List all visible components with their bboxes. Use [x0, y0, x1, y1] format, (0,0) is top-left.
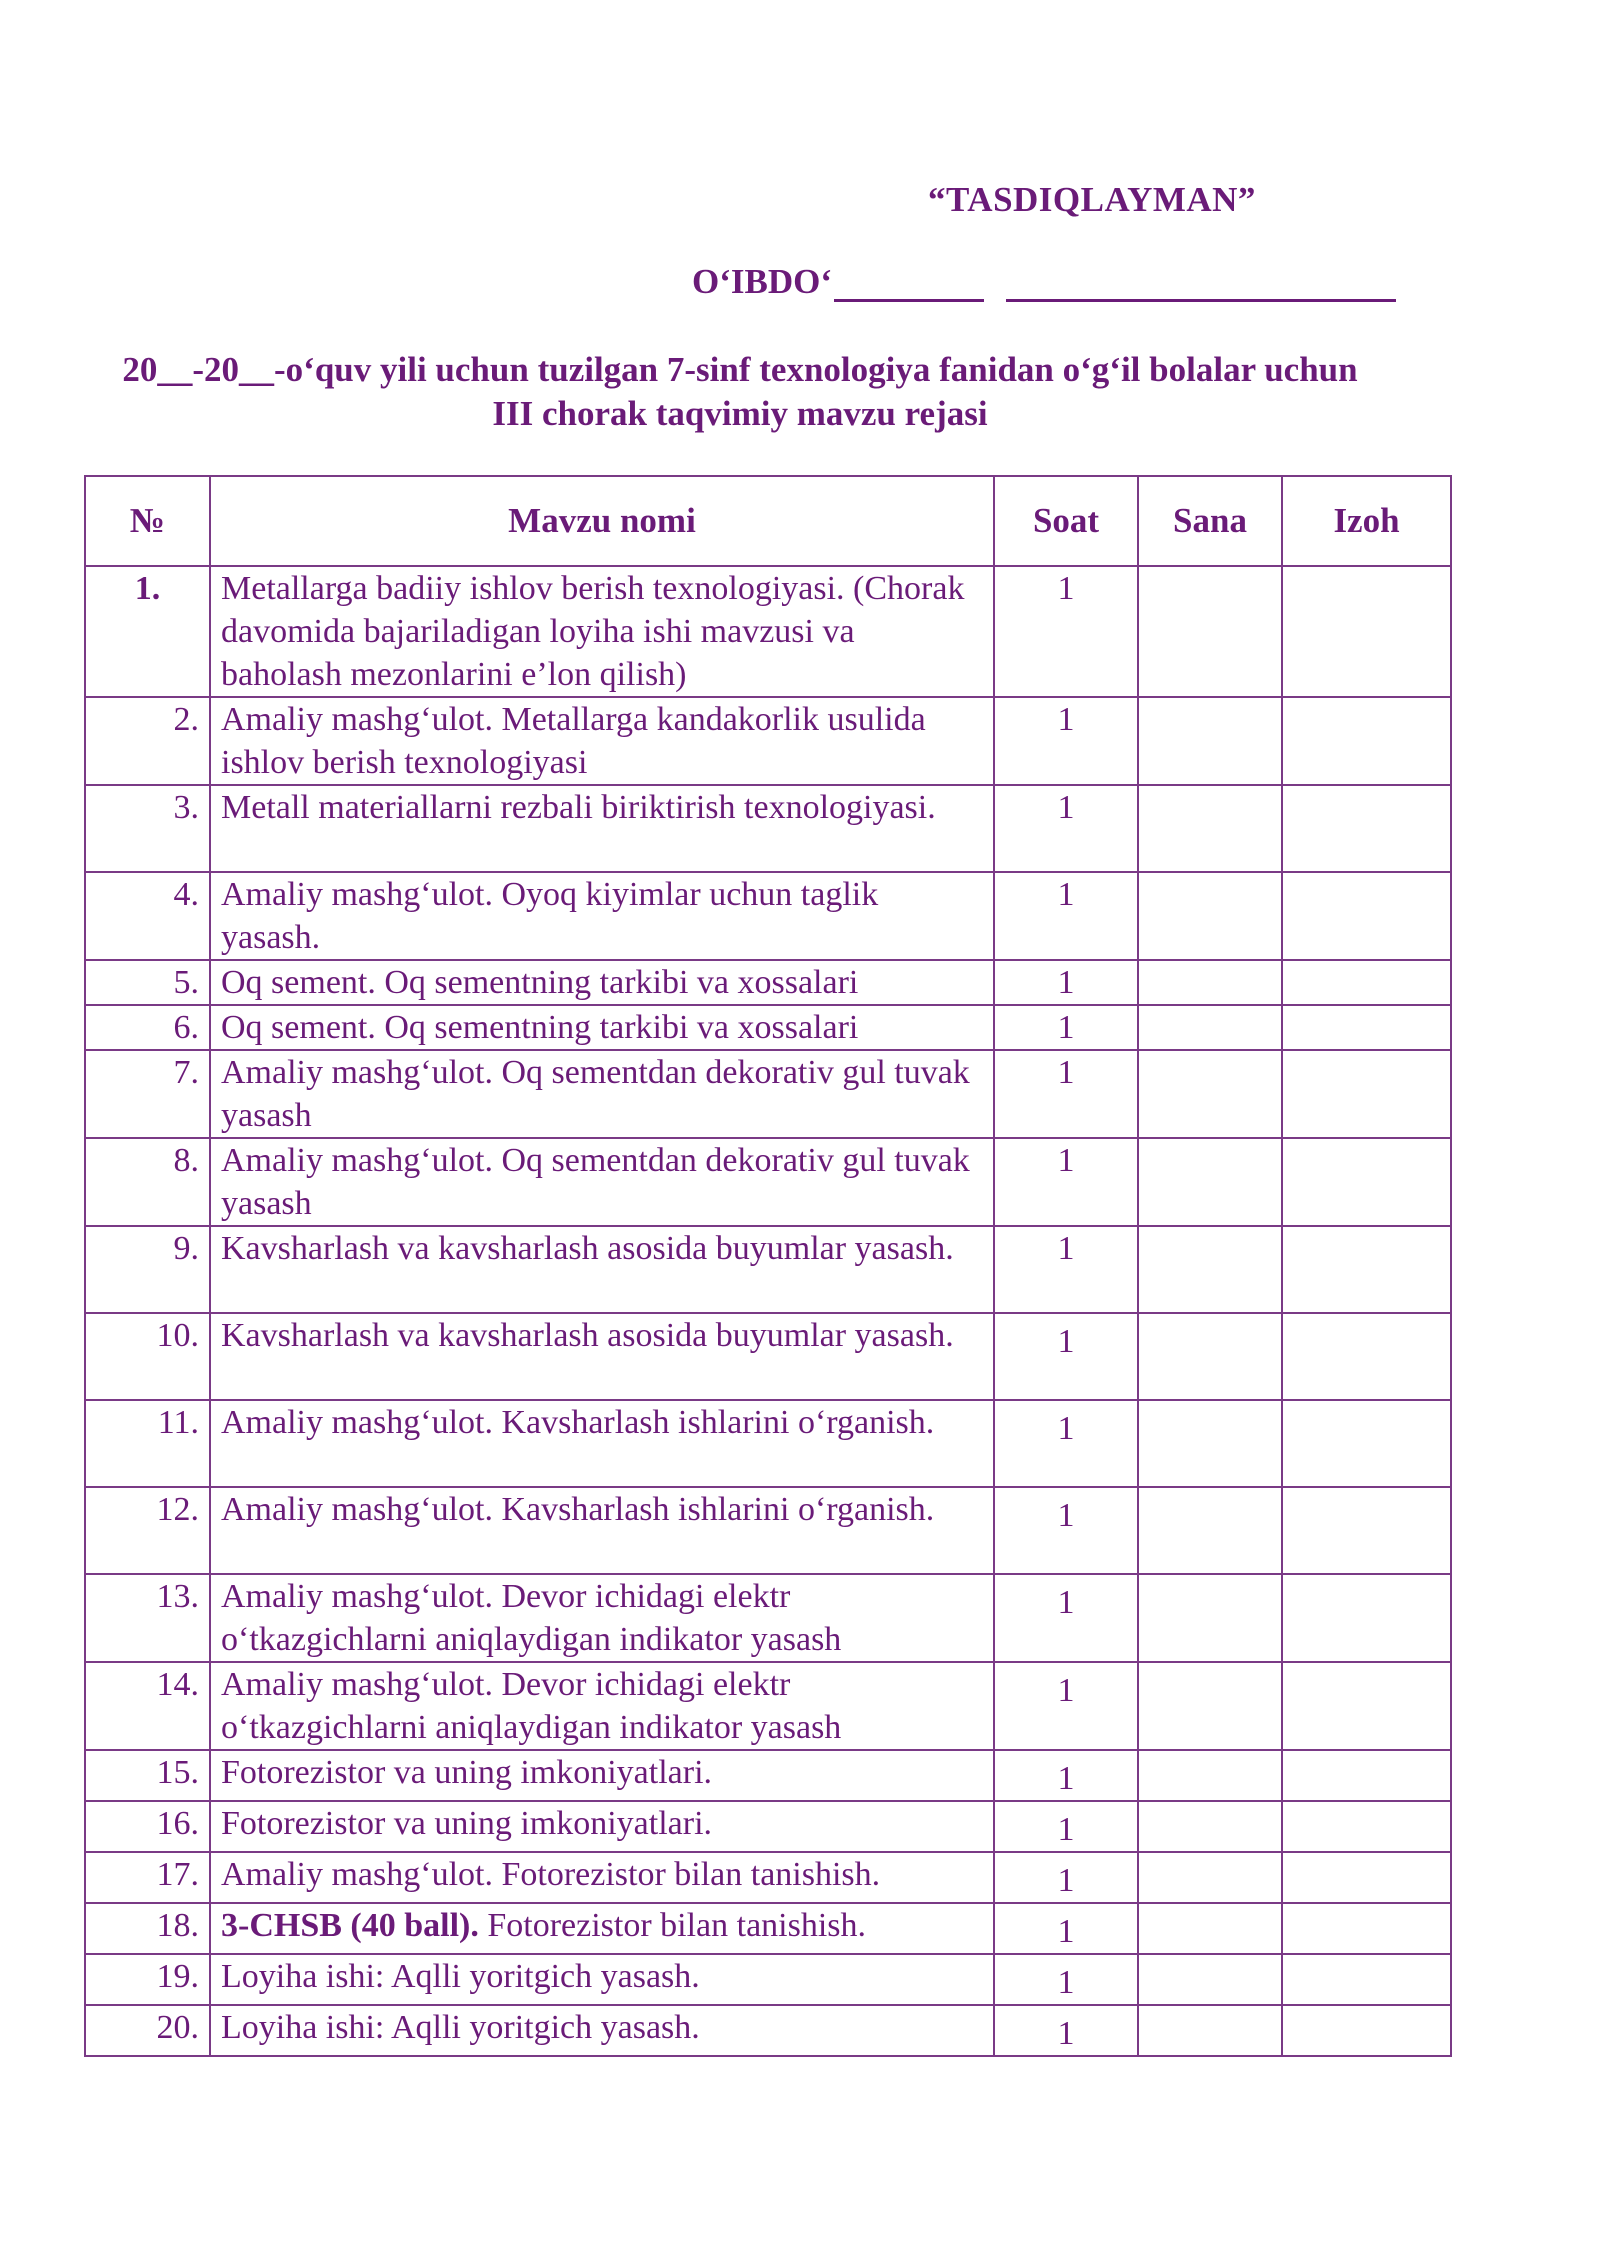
row-topic: Oq sement. Oq sementning tarkibi va xossalari	[210, 960, 994, 1005]
table-row	[85, 960, 1451, 1005]
row-number: 20.	[85, 2005, 210, 2056]
row-note-cell[interactable]	[1282, 1005, 1451, 1050]
row-hours: 1	[994, 697, 1138, 785]
row-hours: 1	[994, 1750, 1138, 1801]
table-row	[85, 1903, 1451, 1954]
row-note-cell[interactable]	[1282, 1050, 1451, 1138]
row-date-cell[interactable]	[1138, 1005, 1282, 1050]
row-number: 10.	[85, 1313, 210, 1400]
row-topic: Amaliy mashg‘ulot. Oq sementdan dekorativ gul tuvak yasash	[210, 1050, 994, 1138]
row-date-cell[interactable]	[1138, 1750, 1282, 1801]
column-header-topic: Mavzu nomi	[210, 476, 994, 566]
table-body	[85, 566, 1451, 2056]
row-number: 7.	[85, 1050, 210, 1138]
row-date-cell[interactable]	[1138, 1903, 1282, 1954]
row-topic: Amaliy mashg‘ulot. Devor ichidagi elektr o‘tkazgichlarni aniqlaydigan indikator yasash	[210, 1574, 994, 1662]
row-date-cell[interactable]	[1138, 1226, 1282, 1313]
row-hours: 1	[994, 1138, 1138, 1226]
row-hours: 1	[994, 1801, 1138, 1852]
row-note-cell[interactable]	[1282, 1138, 1451, 1226]
row-date-cell[interactable]	[1138, 785, 1282, 872]
row-hours: 1	[994, 1954, 1138, 2005]
column-header-note: Izoh	[1282, 476, 1451, 566]
row-number: 4.	[85, 872, 210, 960]
row-date-cell[interactable]	[1138, 1662, 1282, 1750]
signature-blank-long	[1006, 267, 1396, 302]
row-date-cell[interactable]	[1138, 1574, 1282, 1662]
table-row	[85, 1226, 1451, 1313]
row-date-cell[interactable]	[1138, 2005, 1282, 2056]
row-topic: Amaliy mashg‘ulot. Oq sementdan dekorativ gul tuvak yasash	[210, 1138, 994, 1226]
row-hours: 1	[994, 1400, 1138, 1487]
row-topic: Metall materiallarni rezbali biriktirish texnologiyasi.	[210, 785, 994, 872]
row-topic: Amaliy mashg‘ulot. Oyoq kiyimlar uchun taglik yasash.	[210, 872, 994, 960]
director-signature-line	[692, 262, 1396, 302]
column-header-date: Sana	[1138, 476, 1282, 566]
row-hours: 1	[994, 1313, 1138, 1400]
row-number: 1.	[85, 566, 210, 697]
row-note-cell[interactable]	[1282, 1750, 1451, 1801]
row-date-cell[interactable]	[1138, 1400, 1282, 1487]
row-hours: 1	[994, 1903, 1138, 1954]
table-header-row	[85, 476, 1451, 566]
row-topic: Metallarga badiiy ishlov berish texnologiyasi. (Chorak davomida bajariladigan loyiha ishi mavzusi va baholash mezonlarini e’lon qilish)	[210, 566, 994, 697]
row-number: 11.	[85, 1400, 210, 1487]
row-number: 2.	[85, 697, 210, 785]
table-row	[85, 697, 1451, 785]
assessment-label: 3-CHSB (40 ball).	[221, 1907, 479, 1944]
row-topic: Loyiha ishi: Aqlli yoritgich yasash.	[210, 2005, 994, 2056]
row-date-cell[interactable]	[1138, 697, 1282, 785]
row-topic: Amaliy mashg‘ulot. Devor ichidagi elektr o‘tkazgichlarni aniqlaydigan indikator yasash	[210, 1662, 994, 1750]
row-hours: 1	[994, 1226, 1138, 1313]
row-date-cell[interactable]	[1138, 872, 1282, 960]
row-hours: 1	[994, 872, 1138, 960]
row-hours: 1	[994, 1050, 1138, 1138]
row-topic: Fotorezistor va uning imkoniyatlari.	[210, 1750, 994, 1801]
row-date-cell[interactable]	[1138, 1050, 1282, 1138]
row-number: 16.	[85, 1801, 210, 1852]
row-date-cell[interactable]	[1138, 1313, 1282, 1400]
approval-title: “TASDIQLAYMAN”	[928, 180, 1256, 219]
row-number: 13.	[85, 1574, 210, 1662]
row-note-cell[interactable]	[1282, 1662, 1451, 1750]
row-number: 17.	[85, 1852, 210, 1903]
row-date-cell[interactable]	[1138, 1852, 1282, 1903]
row-number: 6.	[85, 1005, 210, 1050]
table-row	[85, 1801, 1451, 1852]
row-date-cell[interactable]	[1138, 1801, 1282, 1852]
table-row	[85, 785, 1451, 872]
row-note-cell[interactable]	[1282, 697, 1451, 785]
row-note-cell[interactable]	[1282, 1903, 1451, 1954]
table-row	[85, 1750, 1451, 1801]
table-row	[85, 1954, 1451, 2005]
row-number: 18.	[85, 1903, 210, 1954]
row-note-cell[interactable]	[1282, 1313, 1451, 1400]
row-hours: 1	[994, 2005, 1138, 2056]
row-date-cell[interactable]	[1138, 1138, 1282, 1226]
row-hours: 1	[994, 960, 1138, 1005]
plan-heading-line2: III chorak taqvimiy mavzu rejasi	[492, 394, 988, 433]
row-hours: 1	[994, 1487, 1138, 1574]
row-topic: Kavsharlash va kavsharlash asosida buyumlar yasash.	[210, 1313, 994, 1400]
row-topic: Fotorezistor va uning imkoniyatlari.	[210, 1801, 994, 1852]
row-number: 9.	[85, 1226, 210, 1313]
row-note-cell[interactable]	[1282, 1852, 1451, 1903]
table-row	[85, 1487, 1451, 1574]
column-header-number: №	[85, 476, 210, 566]
row-topic-text: Fotorezistor bilan tanishish.	[478, 1907, 867, 1944]
row-note-cell[interactable]	[1282, 872, 1451, 960]
table-row	[85, 1400, 1451, 1487]
row-hours: 1	[994, 785, 1138, 872]
row-hours: 1	[994, 1852, 1138, 1903]
row-note-cell[interactable]	[1282, 1226, 1451, 1313]
row-note-cell[interactable]	[1282, 1574, 1451, 1662]
row-note-cell[interactable]	[1282, 960, 1451, 1005]
row-date-cell[interactable]	[1138, 960, 1282, 1005]
row-hours: 1	[994, 1662, 1138, 1750]
row-number: 12.	[85, 1487, 210, 1574]
row-note-cell[interactable]	[1282, 2005, 1451, 2056]
column-header-hours: Soat	[994, 476, 1138, 566]
table-row	[85, 2005, 1451, 2056]
table-row	[85, 1852, 1451, 1903]
table-row	[85, 1138, 1451, 1226]
row-hours: 1	[994, 1574, 1138, 1662]
row-topic: Amaliy mashg‘ulot. Kavsharlash ishlarini o‘rganish.	[210, 1487, 994, 1574]
row-note-cell[interactable]	[1282, 1801, 1451, 1852]
table-row	[85, 1050, 1451, 1138]
row-note-cell[interactable]	[1282, 785, 1451, 872]
row-topic: Oq sement. Oq sementning tarkibi va xossalari	[210, 1005, 994, 1050]
row-number: 19.	[85, 1954, 210, 2005]
row-hours: 1	[994, 1005, 1138, 1050]
row-topic: Amaliy mashg‘ulot. Metallarga kandakorlik usulida ishlov berish texnologiyasi	[210, 697, 994, 785]
row-topic: Kavsharlash va kavsharlash asosida buyumlar yasash.	[210, 1226, 994, 1313]
table-row	[85, 566, 1451, 697]
row-topic: Amaliy mashg‘ulot. Kavsharlash ishlarini o‘rganish.	[210, 1400, 994, 1487]
row-hours: 1	[994, 566, 1138, 697]
row-date-cell[interactable]	[1138, 566, 1282, 697]
plan-heading-line1: 20__-20__-o‘quv yili uchun tuzilgan 7-sinf texnologiya fanidan o‘g‘il bolalar uchun	[122, 350, 1358, 389]
row-topic	[210, 1903, 994, 1954]
signature-blank-short	[834, 267, 984, 302]
row-note-cell[interactable]	[1282, 1487, 1451, 1574]
table-row	[85, 1313, 1451, 1400]
row-number: 14.	[85, 1662, 210, 1750]
table-row	[85, 1662, 1451, 1750]
row-note-cell[interactable]	[1282, 1954, 1451, 2005]
row-date-cell[interactable]	[1138, 1487, 1282, 1574]
row-number: 8.	[85, 1138, 210, 1226]
row-number: 3.	[85, 785, 210, 872]
plan-heading	[120, 348, 1360, 436]
row-note-cell[interactable]	[1282, 566, 1451, 697]
row-number: 5.	[85, 960, 210, 1005]
row-date-cell[interactable]	[1138, 1954, 1282, 2005]
table-row	[85, 1574, 1451, 1662]
row-number: 15.	[85, 1750, 210, 1801]
table-row	[85, 872, 1451, 960]
row-topic: Amaliy mashg‘ulot. Fotorezistor bilan tanishish.	[210, 1852, 994, 1903]
table-row	[85, 1005, 1451, 1050]
director-label: O‘IBDO‘	[692, 262, 832, 301]
topic-plan-table	[84, 475, 1452, 2057]
row-note-cell[interactable]	[1282, 1400, 1451, 1487]
row-topic: Loyiha ishi: Aqlli yoritgich yasash.	[210, 1954, 994, 2005]
